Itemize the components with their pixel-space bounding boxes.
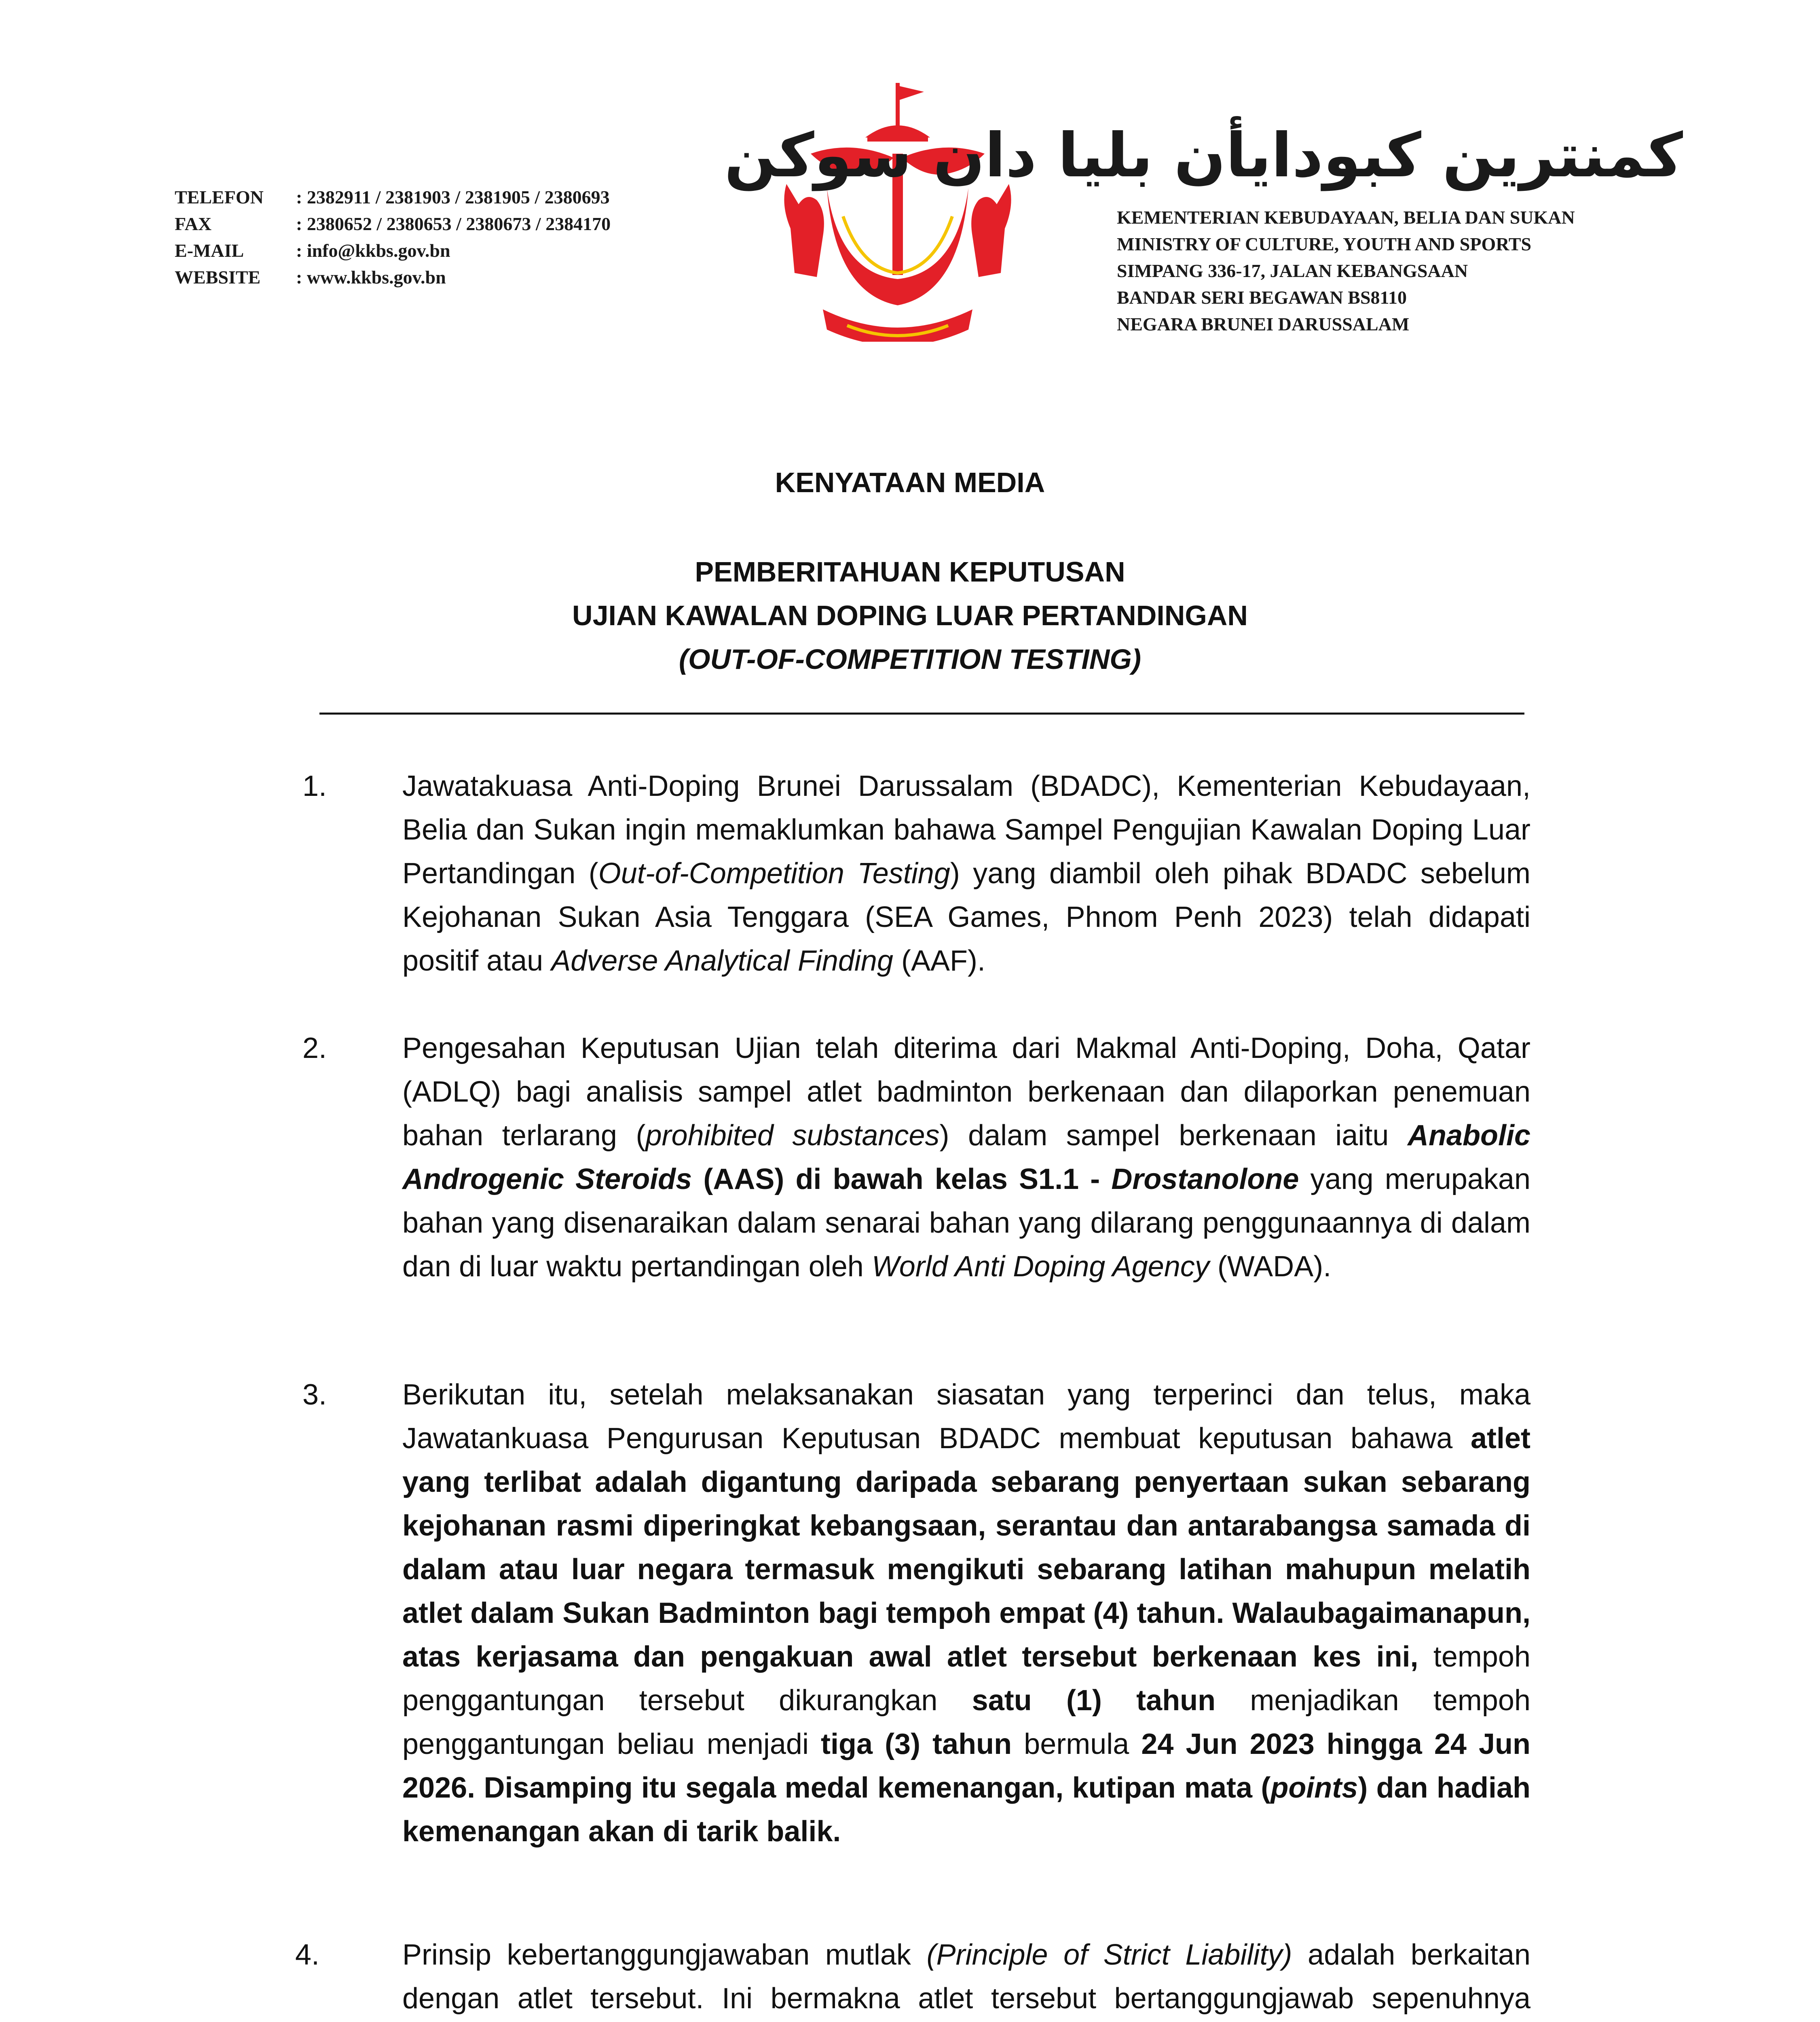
ministry-jawi-name: كمنترين كبودايأن بليا دان سوكن xyxy=(724,121,1683,191)
contact-row xyxy=(175,264,611,291)
subject-line-1: PEMBERITAHUAN KEPUTUSAN xyxy=(695,556,1125,588)
contact-label: WEBSITE xyxy=(175,267,261,288)
contact-value: : 2382911 / 2381903 / 2381905 / 2380693 xyxy=(296,187,610,207)
paragraph-number: 3. xyxy=(302,1379,327,1411)
paragraph-text: Pengesahan Keputusan Ujian telah diterima dari Makmal Anti-Doping, Doha, Qatar (ADLQ) bagi analisis sampel atlet badminton berkenaan dan dilaporkan penemuan bahan terlarang (prohibited substances) dalam sampel berkenaan iaitu Anabolic Androgenic Steroids (AAS) di bawah kelas S1.1 - Drostanolone yang merupakan bahan yang disenaraikan dalam senarai bahan yang dilarang penggunaannya di dalam dan di luar waktu pertandingan oleh World Anti Doping Agency (WADA). xyxy=(402,1032,1530,1283)
ministry-address-line: KEMENTERIAN KEBUDAYAAN, BELIA DAN SUKAN xyxy=(1117,207,1575,228)
ministry-address-line: BANDAR SERI BEGAWAN BS8110 xyxy=(1117,287,1407,308)
subject-line-2: UJIAN KAWALAN DOPING LUAR PERTANDINGAN xyxy=(572,600,1248,631)
ministry-address-line: MINISTRY OF CULTURE, YOUTH AND SPORTS xyxy=(1117,234,1532,254)
ministry-address xyxy=(1117,204,1683,338)
contact-value: : www.kkbs.gov.bn xyxy=(296,267,446,288)
ministry-address-line: SIMPANG 336-17, JALAN KEBANGSAAN xyxy=(1117,260,1468,281)
document-heading: KENYATAAN MEDIA xyxy=(775,467,1045,498)
contact-value: : info@kkbs.gov.bn xyxy=(296,240,450,261)
contact-value: : 2380652 / 2380653 / 2380673 / 2384170 xyxy=(296,214,611,234)
contact-block xyxy=(175,184,611,291)
paragraph-text: Prinsip kebertanggungjawaban mutlak (Principle of Strict Liability) adalah berkaitan dengan atlet tersebut. Ini bermakna atlet tersebut bertanggungjawab sepenuhnya xyxy=(402,1939,1530,2015)
paragraph-number: 2. xyxy=(302,1032,327,1064)
paragraph-text: Jawatakuasa Anti-Doping Brunei Darussalam (BDADC), Kementerian Kebudayaan, Belia dan Sukan ingin memaklumkan bahawa Sampel Pengujian Kawalan Doping Luar Pertandingan (Out-of-Competition Testing) yang diambil oleh pihak BDADC sebelum Kejohanan Sukan Asia Tenggara (SEA Games, Phnom Penh 2023) telah didapati positif atau Adverse Analytical Finding (AAF). xyxy=(402,770,1530,977)
contact-row xyxy=(175,237,611,264)
subject-line-3: (OUT-OF-COMPETITION TESTING) xyxy=(679,643,1141,675)
ministry-address-line: NEGARA BRUNEI DARUSSALAM xyxy=(1117,314,1410,334)
document-subject xyxy=(0,550,1820,681)
contact-label: TELEFON xyxy=(175,187,264,207)
paragraph-number: 1. xyxy=(302,770,327,802)
contact-row xyxy=(175,211,611,237)
contact-label: E-MAIL xyxy=(175,240,244,261)
paragraph-number: 4. xyxy=(295,1939,320,1971)
contact-label: FAX xyxy=(175,214,212,234)
title-divider xyxy=(319,713,1524,715)
contact-row xyxy=(175,184,611,211)
paragraph-text: Berikutan itu, setelah melaksanakan siasatan yang terperinci dan telus, maka Jawatankuasa Pengurusan Keputusan BDADC membuat keputusan bahawa atlet yang terlibat adalah digantung daripada sebarang penyertaan sukan sebarang kejohanan rasmi diperingkat kebangsaan, serantau dan antarabangsa samada di dalam atau luar negara termasuk mengikuti sebarang latihan mahupun melatih atlet dalam Sukan Badminton bagi tempoh empat (4) tahun. Walaubagaimanapun, atas kerjasama dan pengakuan awal atlet tersebut berkenaan kes ini, tempoh penggantungan tersebut dikurangkan satu (1) tahun menjadikan tempoh penggantungan beliau menjadi tiga (3) tahun bermula 24 Jun 2023 hingga 24 Jun 2026. Disamping itu segala medal kemenangan, kutipan mata (points) dan hadiah kemenangan akan di tarik balik. xyxy=(402,1379,1531,1848)
ministry-block xyxy=(724,121,1683,338)
